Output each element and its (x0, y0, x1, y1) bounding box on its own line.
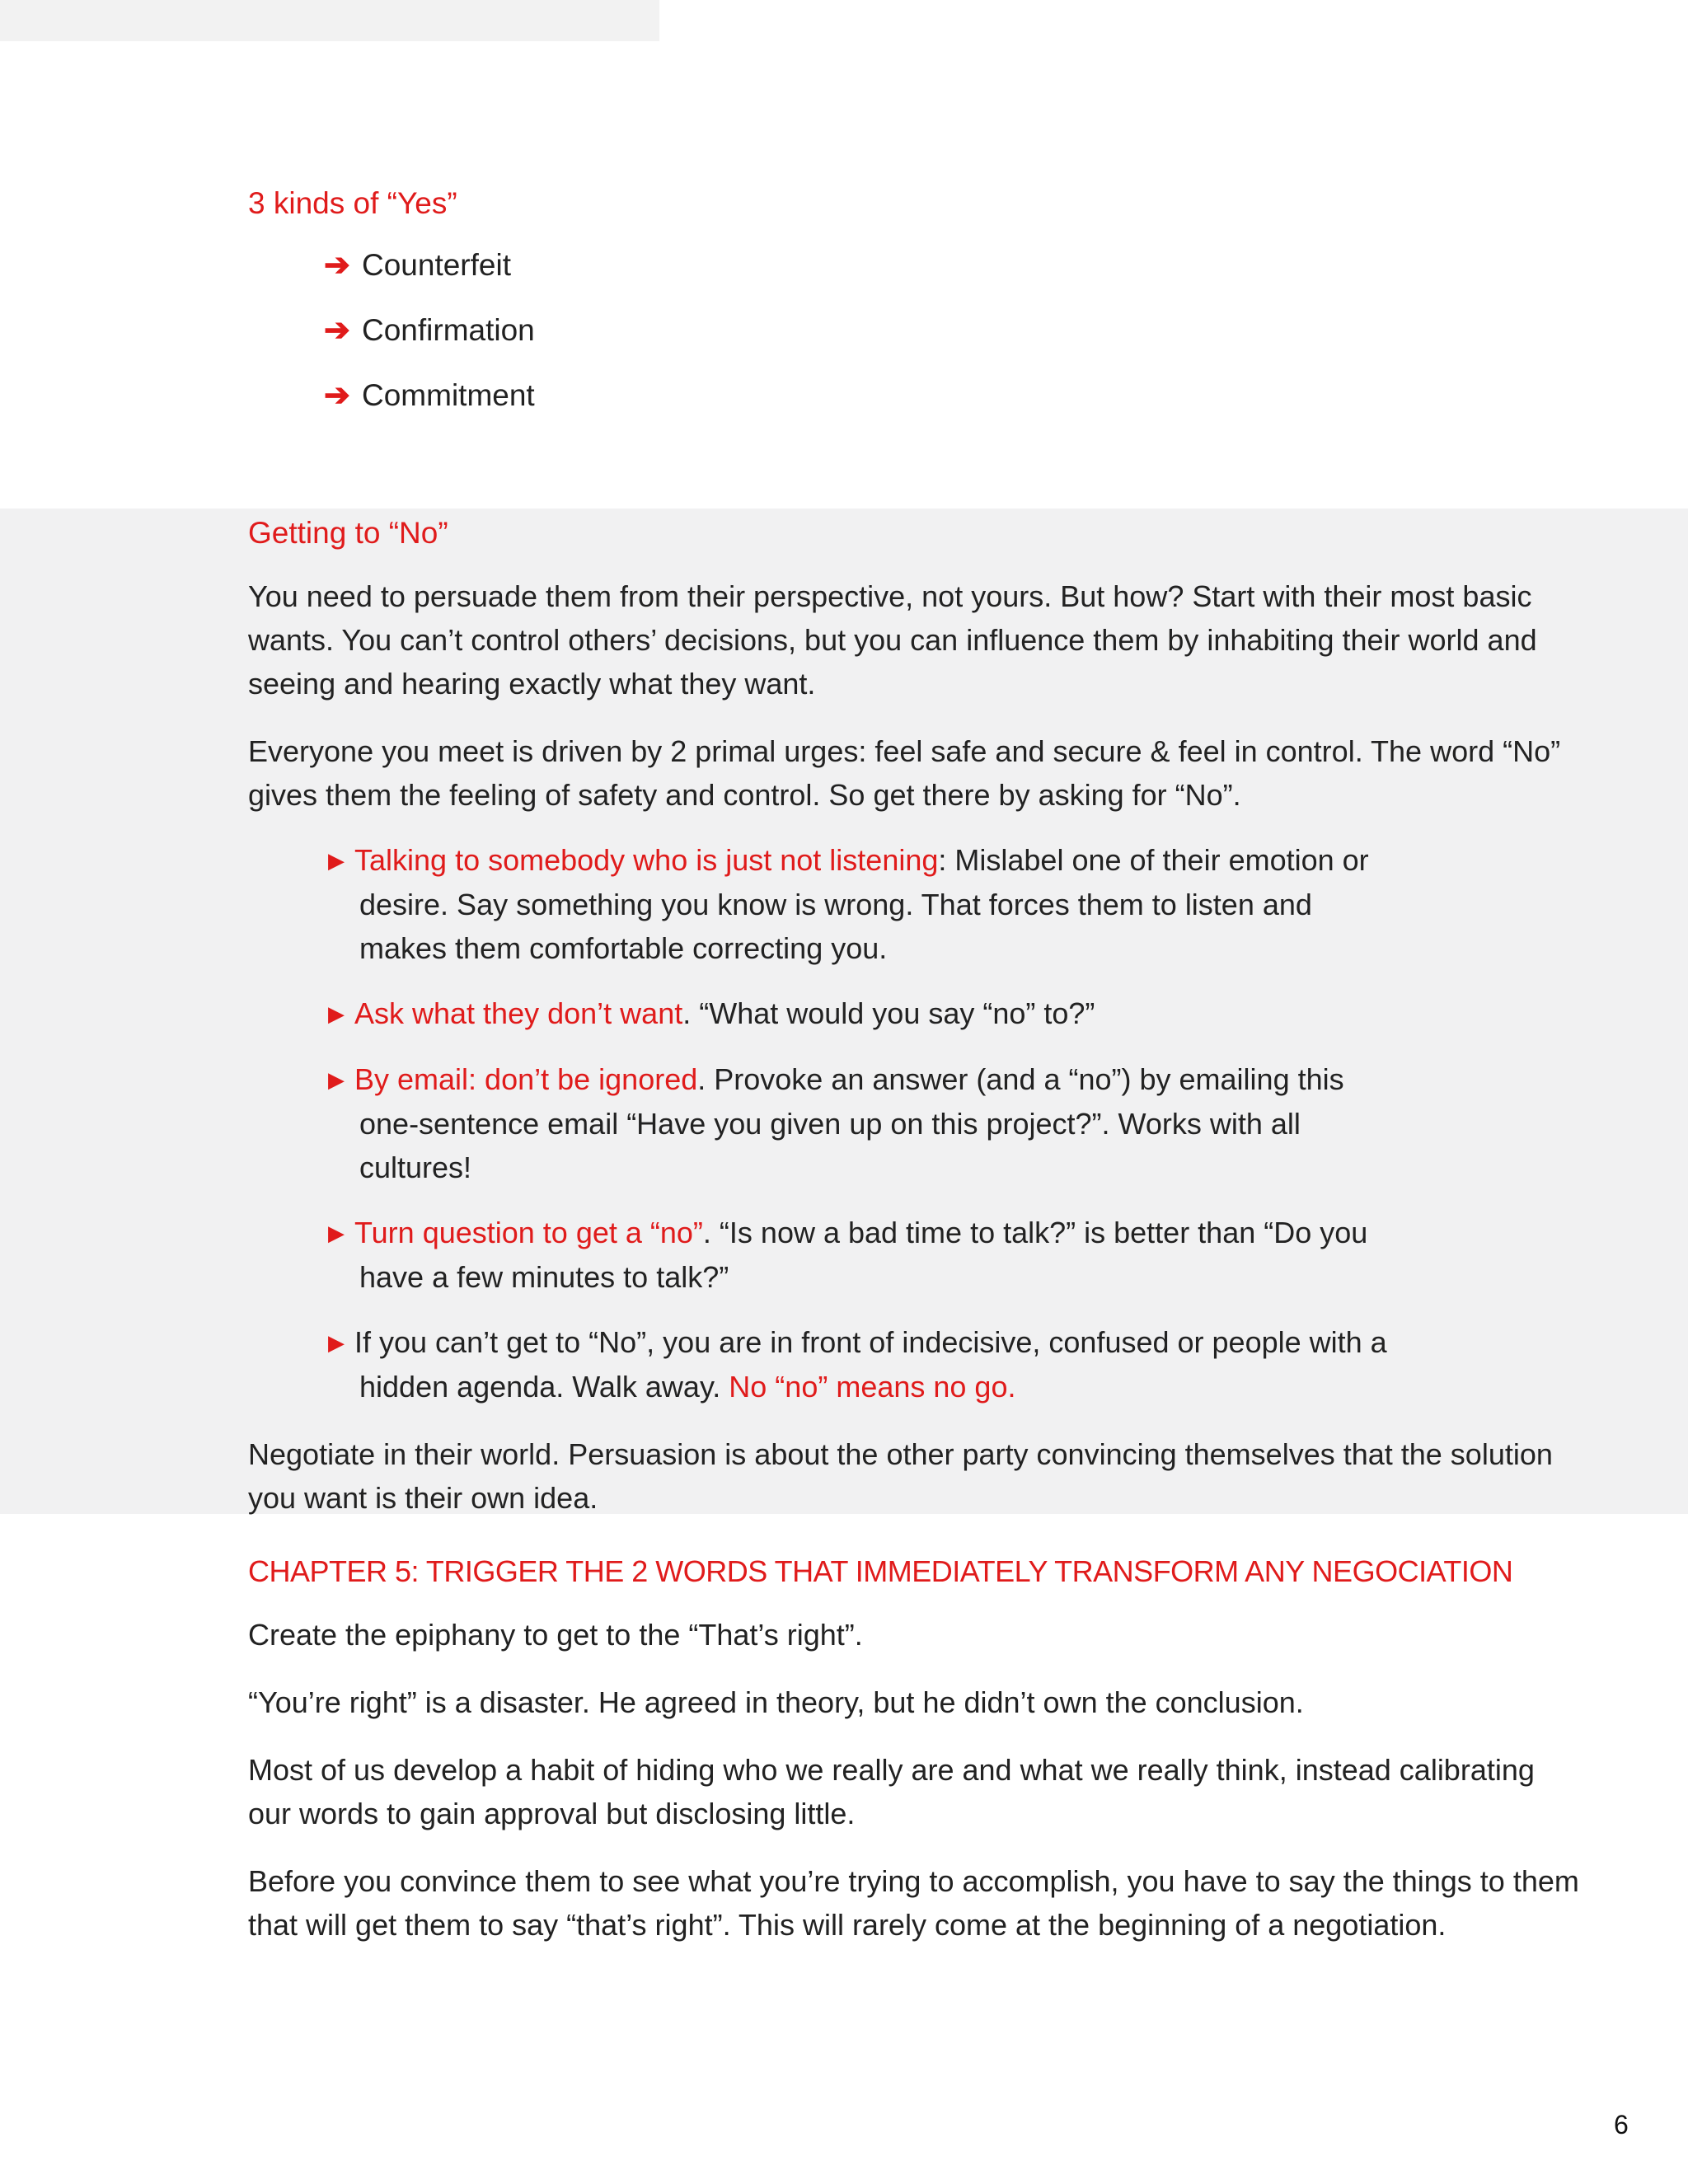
section-chapter-5 (248, 1554, 1583, 1947)
bullet-text: : Mislabel one of their emotion or desire. Say something you know is wrong. That forces them to listen and makes them comfortable correcting you. (359, 843, 1369, 965)
arrow-right-icon: ➔ (324, 248, 350, 283)
paragraph: Most of us develop a habit of hiding who we really are and what we really think, instead calibrating our words to gain approval but disclosing little. (248, 1753, 1535, 1830)
paragraph: Negotiate in their world. Persuasion is about the other party convincing themselves that the solution you want is their own idea. (248, 1437, 1553, 1515)
bullet-highlight: No “no” means no go. (729, 1370, 1016, 1404)
section-getting-to-no (248, 516, 1583, 1520)
triangle-bullet-icon: ▶ (328, 1330, 345, 1355)
list-item (248, 1211, 1398, 1299)
top-gray-bar (0, 0, 659, 41)
tactics-list (248, 838, 1583, 1408)
paragraph: Create the epiphany to get to the “That’s right”. (248, 1618, 863, 1652)
page-number: 6 (1614, 2110, 1629, 2139)
list-item (248, 1320, 1398, 1408)
triangle-bullet-icon: ▶ (328, 848, 345, 873)
paragraph: Before you convince them to see what you’re trying to accomplish, you have to say the things to them that will get them to say “that’s right”. This will rarely come at the beginning of a negotiation. (248, 1864, 1579, 1942)
list-item (248, 1057, 1398, 1189)
yes-kinds-list (248, 245, 1567, 416)
section-kinds-of-yes (248, 186, 1567, 416)
arrow-right-icon: ➔ (324, 313, 350, 348)
getting-to-no-heading: Getting to “No” (248, 516, 448, 550)
bullet-highlight: By email: don’t be ignored (354, 1062, 698, 1096)
list-item-label: Commitment (362, 378, 535, 412)
triangle-bullet-icon: ▶ (328, 1067, 345, 1092)
arrow-right-icon: ➔ (324, 378, 350, 413)
bullet-highlight: Ask what they don’t want (354, 996, 683, 1030)
bullet-text: . “Is now a bad time to talk?” is better than “Do you have a few minutes to talk?” (359, 1216, 1368, 1294)
list-item (248, 245, 1567, 286)
bullet-text: If you can’t get to “No”, you are in front of indecisive, confused or people with a hidden agenda. Walk away. (354, 1325, 1387, 1404)
bullet-highlight: Talking to somebody who is just not listening (354, 843, 939, 877)
chapter-title: CHAPTER 5: TRIGGER THE 2 WORDS THAT IMMEDIATELY TRANSFORM ANY NEGOCIATION (248, 1554, 1513, 1588)
list-item (248, 838, 1398, 970)
list-item (248, 375, 1567, 416)
paragraph: You need to persuade them from their perspective, not yours. But how? Start with their most basic wants. You can’t control others’ decisions, but you can influence them by inhabiting their world and seeing and hearing exactly what they want. (248, 579, 1537, 701)
list-item-label: Counterfeit (362, 248, 511, 282)
triangle-bullet-icon: ▶ (328, 1221, 345, 1245)
bullet-text: . “What would you say “no” to?” (682, 996, 1095, 1030)
list-item-label: Confirmation (362, 313, 535, 347)
paragraph: Everyone you meet is driven by 2 primal urges: feel safe and secure & feel in control. The word “No” gives them the feeling of safety and control. So get there by asking for “No”. (248, 734, 1561, 812)
list-item (248, 991, 1398, 1036)
triangle-bullet-icon: ▶ (328, 1001, 345, 1026)
kinds-of-yes-heading: 3 kinds of “Yes” (248, 186, 457, 220)
bullet-highlight: Turn question to get a “no” (354, 1216, 703, 1249)
paragraph: “You’re right” is a disaster. He agreed in theory, but he didn’t own the conclusion. (248, 1685, 1304, 1719)
bullet-text: . Provoke an answer (and a “no”) by emailing this one-sentence email “Have you given up on this project?”. Works with all cultures! (359, 1062, 1344, 1184)
list-item (248, 310, 1567, 351)
